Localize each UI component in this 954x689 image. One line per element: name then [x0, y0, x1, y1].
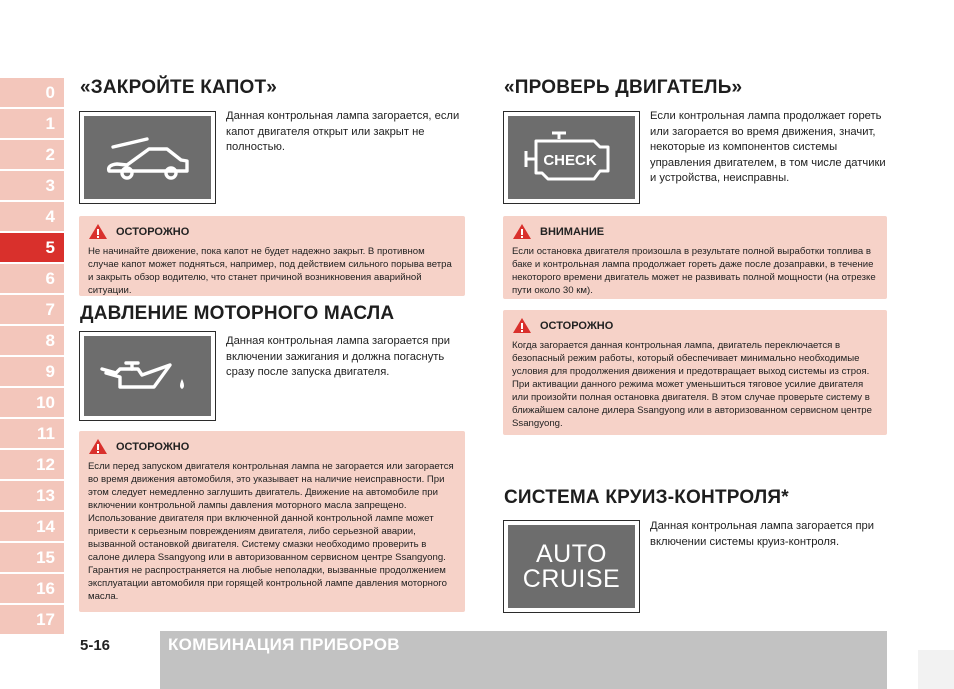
check-lamp-box: [503, 111, 640, 204]
footer-chapter-title: КОМБИНАЦИЯ ПРИБОРОВ: [168, 635, 400, 654]
hood-description: Данная контрольная лампа загорается, если капот двигателя открыт или закрыт не полностью.: [226, 110, 460, 153]
chapter-tab-4[interactable]: 4: [0, 202, 64, 231]
warning-triangle-icon: [512, 223, 532, 240]
hood-warning-label: ОСТОРОЖНО: [116, 225, 190, 238]
hood-warning-box: [79, 216, 465, 296]
hood-warning-text: Не начинайте движение, пока капот не будет надежно закрыт. В противном случае капот может подняться, например, под действием сильного порыва ветра и закрыть обзор водителю, что станет причиной возникновения аварийной ситуации.: [88, 246, 452, 296]
cruise-description: Данная контрольная лампа загорается при включении системы круиз-контроля.: [650, 520, 875, 548]
chapter-tab-16[interactable]: 16: [0, 574, 64, 603]
warning-triangle-icon: [88, 223, 108, 240]
hood-lamp-box: [79, 111, 216, 204]
chapter-tab-2[interactable]: 2: [0, 140, 64, 169]
check-attention-box: [503, 216, 887, 299]
chapter-tabs: [0, 78, 64, 636]
chapter-tab-3[interactable]: 3: [0, 171, 64, 200]
chapter-tab-10[interactable]: 10: [0, 388, 64, 417]
check-engine-icon: [522, 127, 622, 189]
chapter-tab-1[interactable]: 1: [0, 109, 64, 138]
check-section-title: «ПРОВЕРЬ ДВИГАТЕЛЬ»: [504, 77, 743, 98]
oil-lamp-box: [79, 331, 216, 421]
check-warning-label: ОСТОРОЖНО: [540, 319, 614, 332]
chapter-tab-15[interactable]: 15: [0, 543, 64, 572]
cruise-lamp-box: [503, 520, 640, 613]
check-warning-box: [503, 310, 887, 435]
chapter-tab-5-active[interactable]: 5: [0, 233, 64, 262]
oil-warning-label: ОСТОРОЖНО: [116, 440, 190, 453]
check-description: Если контрольная лампа продолжает гореть или загорается во время движения, значит, некоторые из компонентов системы управления двигателем, в том числе датчики и устройства, неисправны.: [650, 110, 886, 184]
oil-section-title: ДАВЛЕНИЕ МОТОРНОГО МАСЛА: [80, 303, 395, 324]
oil-description: Данная контрольная лампа загорается при включении зажигания и должна погаснуть сразу после запуска двигателя.: [226, 335, 451, 378]
chapter-tab-14[interactable]: 14: [0, 512, 64, 541]
warning-triangle-icon: [88, 438, 108, 455]
oil-can-icon: [98, 351, 198, 401]
check-attention-label: ВНИМАНИЕ: [540, 225, 605, 238]
chapter-tab-13[interactable]: 13: [0, 481, 64, 510]
check-attention-text: Если остановка двигателя произошла в результате полной выработки топлива в баке и контрольная лампа продолжает гореть даже после дозаправки, в течение некоторого времени двигатель может не развивать полной мощности (на отрезке пути около 30 км).: [512, 246, 876, 296]
chapter-tab-8[interactable]: 8: [0, 326, 64, 355]
chapter-tab-6[interactable]: 6: [0, 264, 64, 293]
hood-section-title: «ЗАКРОЙТЕ КАПОТ»: [80, 77, 278, 98]
auto-cruise-icon-line1: AUTO: [536, 539, 607, 568]
car-hood-open-icon: [103, 135, 193, 181]
chapter-tab-0[interactable]: 0: [0, 78, 64, 107]
chapter-tab-7[interactable]: 7: [0, 295, 64, 324]
check-engine-text: CHECK: [542, 151, 597, 169]
auto-cruise-icon-line2: CRUISE: [522, 564, 621, 593]
oil-warning-box: [79, 431, 465, 612]
page-number: 5-16: [80, 637, 111, 654]
chapter-tab-9[interactable]: 9: [0, 357, 64, 386]
chapter-tab-11[interactable]: 11: [0, 419, 64, 448]
chapter-tab-12[interactable]: 12: [0, 450, 64, 479]
cruise-section-title: СИСТЕМА КРУИЗ-КОНТРОЛЯ*: [504, 487, 789, 508]
page-corner: [918, 650, 954, 689]
check-warning-text: Когда загорается данная контрольная лампа, двигатель переключается в безопасный режим работы, который обеспечивает минимально необходимые условия для продолжения движения и предотвращает выход системы из строя. При активации данного режима может уменьшиться тяговое усилие двигателя или произойти полная остановка двигателя. В этом случае проверьте систему в ближайшем салоне дилера Ssangyong или в авторизованном сервисном центре Ssangyong.: [512, 340, 872, 429]
oil-warning-text: Если перед запуском двигателя контрольная лампа не загорается или загорается во время движения автомобиля, это указывает на наличие неисправности. При этом следует немедленно заглушить двигатель. Движение на автомобиле при включении контрольной лампы давления моторного масла запрещено. Использование двигателя при включенной данной контрольной лампе может привести к серьезным повреждениям двигателя, либо серьезной аварии, вызванной остановкой двигателя. Систему смазки необходимо проверить в салоне дилера Ssangyong или в авторизованном сервисном центре Ssangyong. Гарантия не распространяется на любые неполадки, вызванные продолжением эксплуатации автомобиля при горящей контрольной лампе давления моторного масла.: [88, 461, 454, 602]
warning-triangle-icon: [512, 317, 532, 334]
chapter-tab-17[interactable]: 17: [0, 605, 64, 634]
